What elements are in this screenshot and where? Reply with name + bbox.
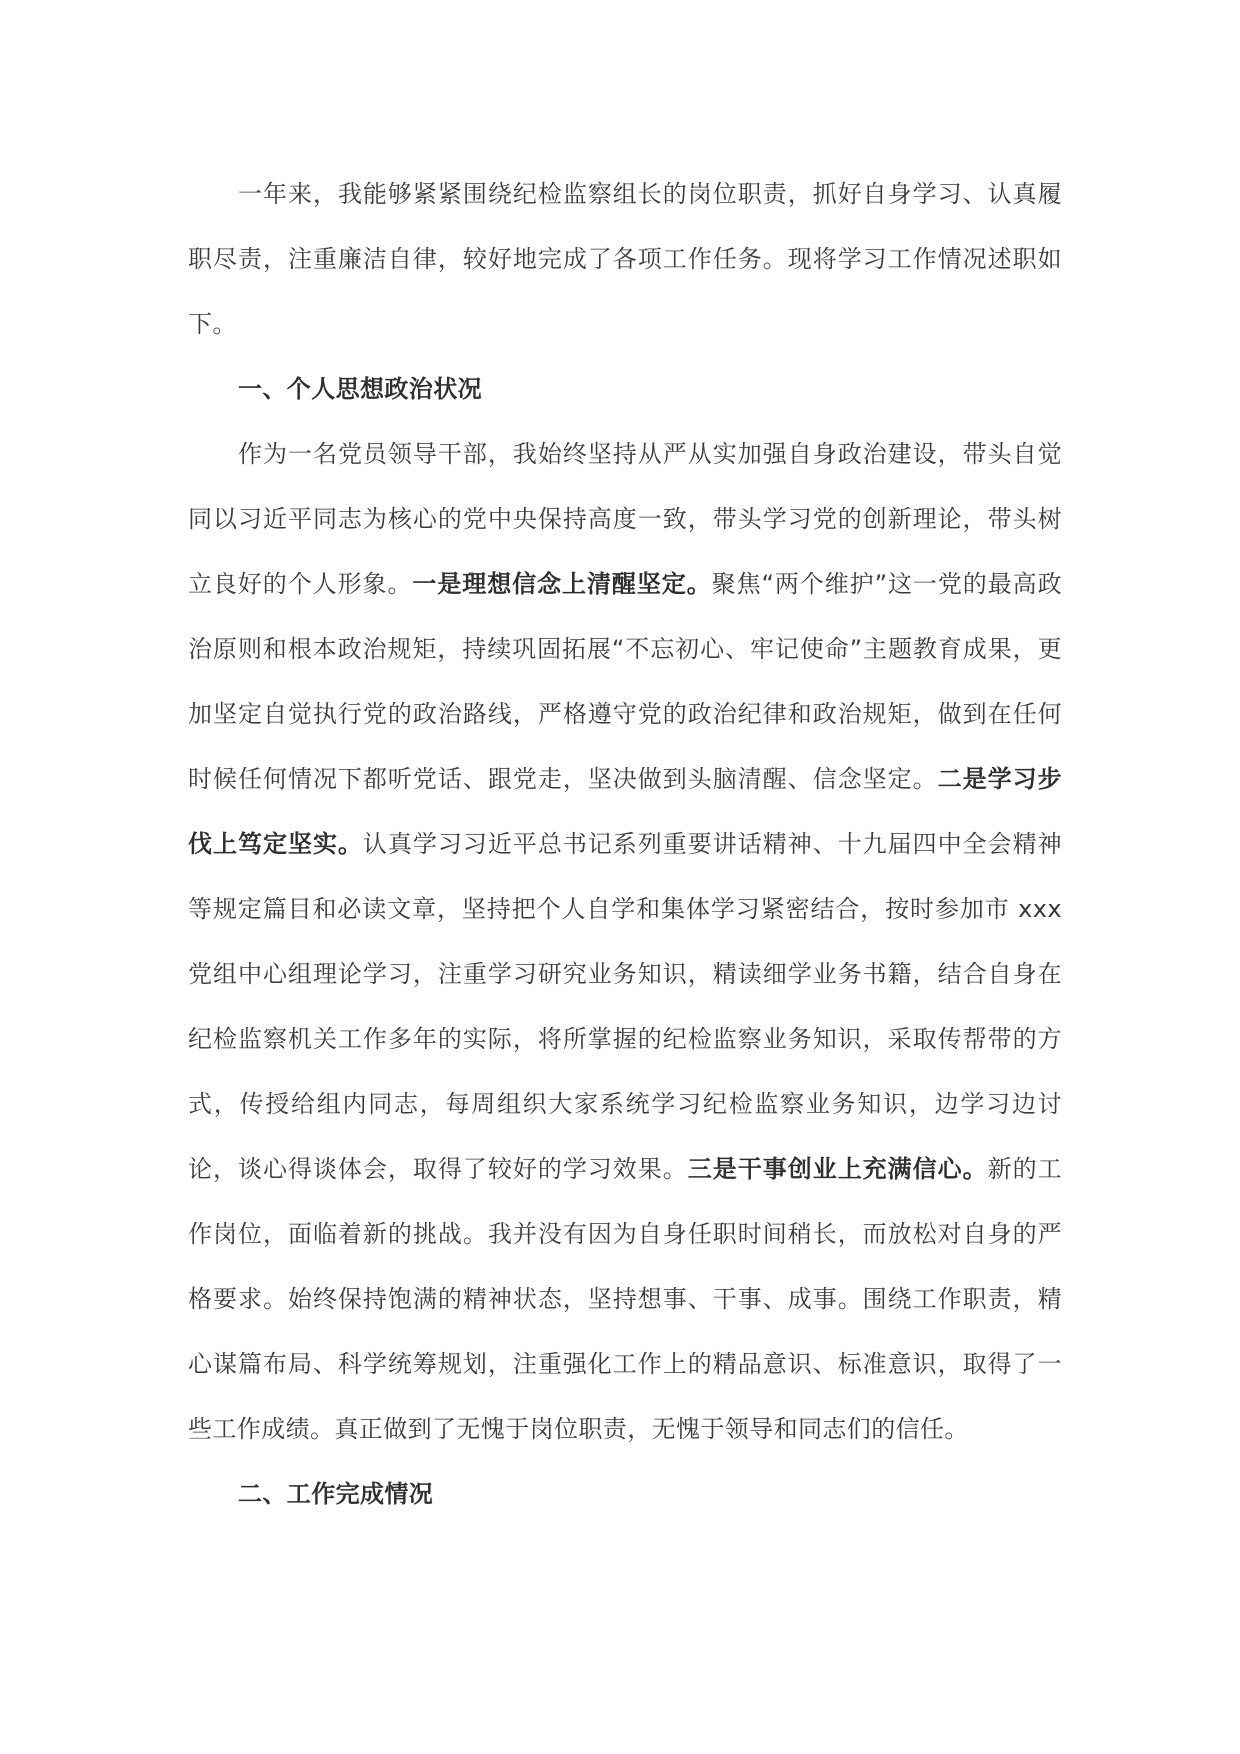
section-1-paragraph xyxy=(188,422,1062,1462)
intro-paragraph: 一年来，我能够紧紧围绕纪检监察组长的岗位职责，抓好自身学习、认真履职尽责，注重廉洁自律，较好地完成了各项工作任务。现将学习工作情况述职如下。 xyxy=(188,180,1062,338)
point-3-title: 三是干事创业上充满信心。 xyxy=(687,1155,988,1183)
point-2-text: 认真学习习近平总书记系列重要讲话精神、十九届四中全会精神等规定篇目和必读文章，坚持把个人自学和集体学习紧密结合，按时参加市 xxx 党组中心组理论学习，注重学习研究业务知识，精读细学业务书籍，结合自身在纪检监察机关工作多年的实际，将所掌握的纪检监察业务知识，采取传帮带的方式，传授给组内同志，每周组织大家系统学习纪检监察业务知识，边学习边讨论，谈心得谈体会，取得了较好的学习效果。 xyxy=(188,830,1062,1183)
point-2-title: 二是学习步伐上笃定坚实。 xyxy=(188,765,1063,858)
section-2-heading: 二、工作完成情况 xyxy=(238,1480,434,1508)
document-body xyxy=(188,162,1062,1527)
point-1-title: 一是理想信念上清醒坚定。 xyxy=(412,570,712,598)
point-3-text: 新的工作岗位，面临着新的挑战。我并没有因为自身任职时间稍长，而放松对自身的严格要求。始终保持饱满的精神状态，坚持想事、干事、成事。围绕工作职责，精心谋篇布局、科学统筹规划，注重强化工作上的精品意识、标准意识，取得了一些工作成绩。真正做到了无愧于岗位职责，无愧于领导和同志们的信任。 xyxy=(188,1155,1063,1443)
section-1-lead: 作为一名党员领导干部，我始终坚持从严从实加强自身政治建设，带头自觉同以习近平同志为核心的党中央保持高度一致，带头学习党的创新理论，带头树立良好的个人形象。 xyxy=(188,440,1062,598)
section-1-heading: 一、个人思想政治状况 xyxy=(238,375,482,403)
point-1-text: 聚焦“两个维护”这一党的最高政治原则和根本政治规矩，持续巩固拓展“不忘初心、牢记使命”主题教育成果，更加坚定自觉执行党的政治路线，严格遵守党的政治纪律和政治规矩，做到在任何时候任何情况下都听党话、跟党走，坚决做到头脑清醒、信念坚定。 xyxy=(188,570,1062,793)
